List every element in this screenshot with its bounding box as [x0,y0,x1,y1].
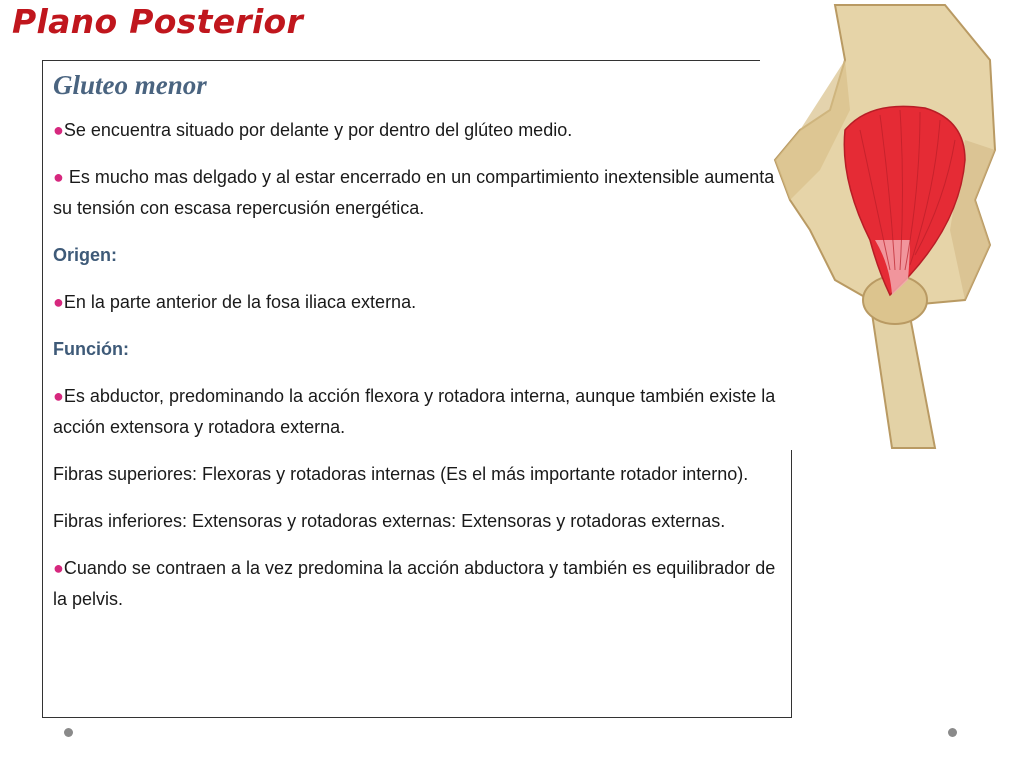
muscle-title: Gluteo menor [53,70,207,100]
content-area [53,68,783,631]
bullet-icon: ● [53,167,64,187]
left-decorative-dot [64,728,73,737]
bullet-icon: ● [53,120,64,140]
intro-paragraph-2: ● Es mucho mas delgado y al estar encerrado en un compartimiento inextensible aumenta su tensión con escasa repercusión energética. [53,167,775,218]
origin-paragraph: ●En la parte anterior de la fosa iliaca externa. [53,292,417,312]
bullet-icon: ● [53,558,64,578]
upper-fibers-paragraph: Fibras superiores: Flexoras y rotadoras internas (Es el más importante rotador interno). [53,464,749,484]
origin-label: Origen: [53,245,118,265]
right-decorative-dot [948,728,957,737]
bullet-icon: ● [53,292,64,312]
pelvis-femur-illustration [760,0,1000,450]
slide-title: Plano Posterior [12,2,304,41]
bullet-icon: ● [53,386,64,406]
function-label: Función: [53,339,129,359]
closing-paragraph: ●Cuando se contraen a la vez predomina la acción abductora y también es equilibrador de la pelvis. [53,558,776,609]
intro-paragraph-1: ●Se encuentra situado por delante y por dentro del glúteo medio. [53,120,573,140]
function-paragraph: ●Es abductor, predominando la acción flexora y rotadora interna, aunque también existe la acción extensora y rotadora externa. [53,386,776,437]
lower-fibers-paragraph: Fibras inferiores: Extensoras y rotadoras externas: Extensoras y rotadoras externas. [53,511,726,531]
